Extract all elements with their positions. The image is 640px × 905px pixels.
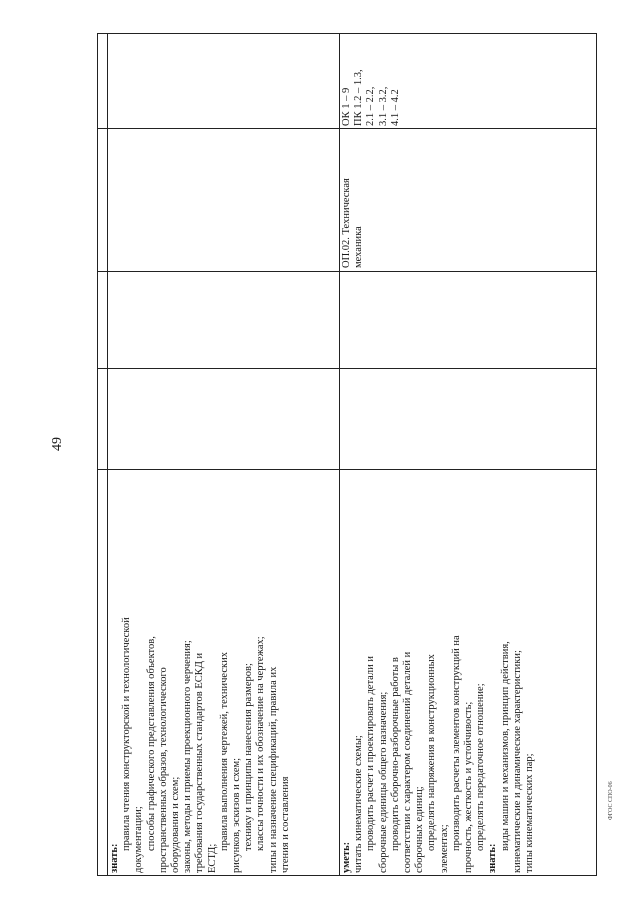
text-line: сборочные единицы общего назначения; — [377, 691, 389, 873]
discipline-cell — [341, 128, 365, 268]
text-line: определять передаточное отношение; — [475, 683, 487, 851]
text-line: читать кинематические схемы; — [353, 735, 365, 873]
know-cell — [109, 473, 292, 873]
text-line: типы и назначение спецификаций, правила их — [267, 666, 279, 873]
discipline-line: механика — [353, 226, 365, 268]
text-line: способы графического представления объектов, — [145, 636, 157, 851]
competency-line: 2.1 – 2.2, — [365, 86, 377, 126]
table-border-bottom — [97, 875, 597, 876]
text-line: проводить сборочно-разборочные работы в — [389, 657, 401, 851]
text-line: рисунков, эскизов и схем; — [231, 757, 243, 873]
table-border-left — [97, 33, 98, 876]
text-line: технику и принципы нанесения размеров; — [243, 663, 255, 851]
competency-line: ОК 1 – 9 — [341, 87, 352, 126]
text-line: требования государственных стандартов ЕСКД и — [194, 652, 206, 873]
row-divider — [107, 33, 108, 876]
column-divider — [97, 368, 597, 369]
competency-line: 4.1 – 4.2 — [389, 89, 401, 126]
column-divider — [97, 271, 597, 272]
text-line: кинематические и динамические характеристики; — [511, 650, 523, 873]
text-line: производить расчеты элементов конструкций на — [450, 635, 462, 851]
column-divider — [97, 469, 597, 470]
text-line: проводить расчет и проектировать детали и — [365, 655, 377, 851]
page-number: 49 — [50, 437, 65, 451]
text-line: чтения и составления — [279, 776, 291, 873]
text-line: прочность, жесткость и устойчивость; — [463, 701, 475, 873]
text-line: сборочных единиц; — [414, 786, 426, 873]
text-line: документации; — [133, 806, 145, 873]
curriculum-table — [97, 33, 597, 876]
footer-code: ФГОС СПО-06 — [608, 781, 614, 820]
discipline-line: ОП.02. Техническая — [341, 178, 352, 268]
text-line: элементах; — [438, 824, 450, 873]
text-line: пространственных образов, технологического — [157, 667, 169, 873]
table-border-right — [596, 33, 597, 876]
skills-cell — [341, 473, 536, 873]
text-line: соответствии с характером соединений деталей и — [402, 651, 414, 873]
text-line: знать: — [487, 843, 499, 873]
text-line: определять напряжения в конструкционных — [426, 654, 438, 851]
competency-line: ПК 1.2 – 1.3, — [353, 69, 365, 126]
text-line: правила выполнения чертежей, технических — [218, 652, 230, 851]
text-line: оборудования и схем; — [170, 776, 182, 873]
text-line: законы, методы и приемы проекционного черчения; — [182, 640, 194, 873]
text-line: правила чтения конструкторской и технологической — [121, 617, 133, 851]
text-line: знать: — [109, 843, 120, 873]
text-line: типы кинематических пар; — [524, 753, 536, 873]
text-line: классы точности и их обозначение на чертежах; — [255, 636, 267, 851]
text-line: ЕСТД; — [206, 843, 218, 873]
text-line: виды машин и механизмов, принцип действия, — [499, 641, 511, 851]
competencies-cell — [341, 34, 402, 126]
text-line: уметь: — [341, 841, 352, 873]
row-divider — [339, 33, 340, 876]
competency-line: 3.1 – 3.2, — [377, 86, 389, 126]
